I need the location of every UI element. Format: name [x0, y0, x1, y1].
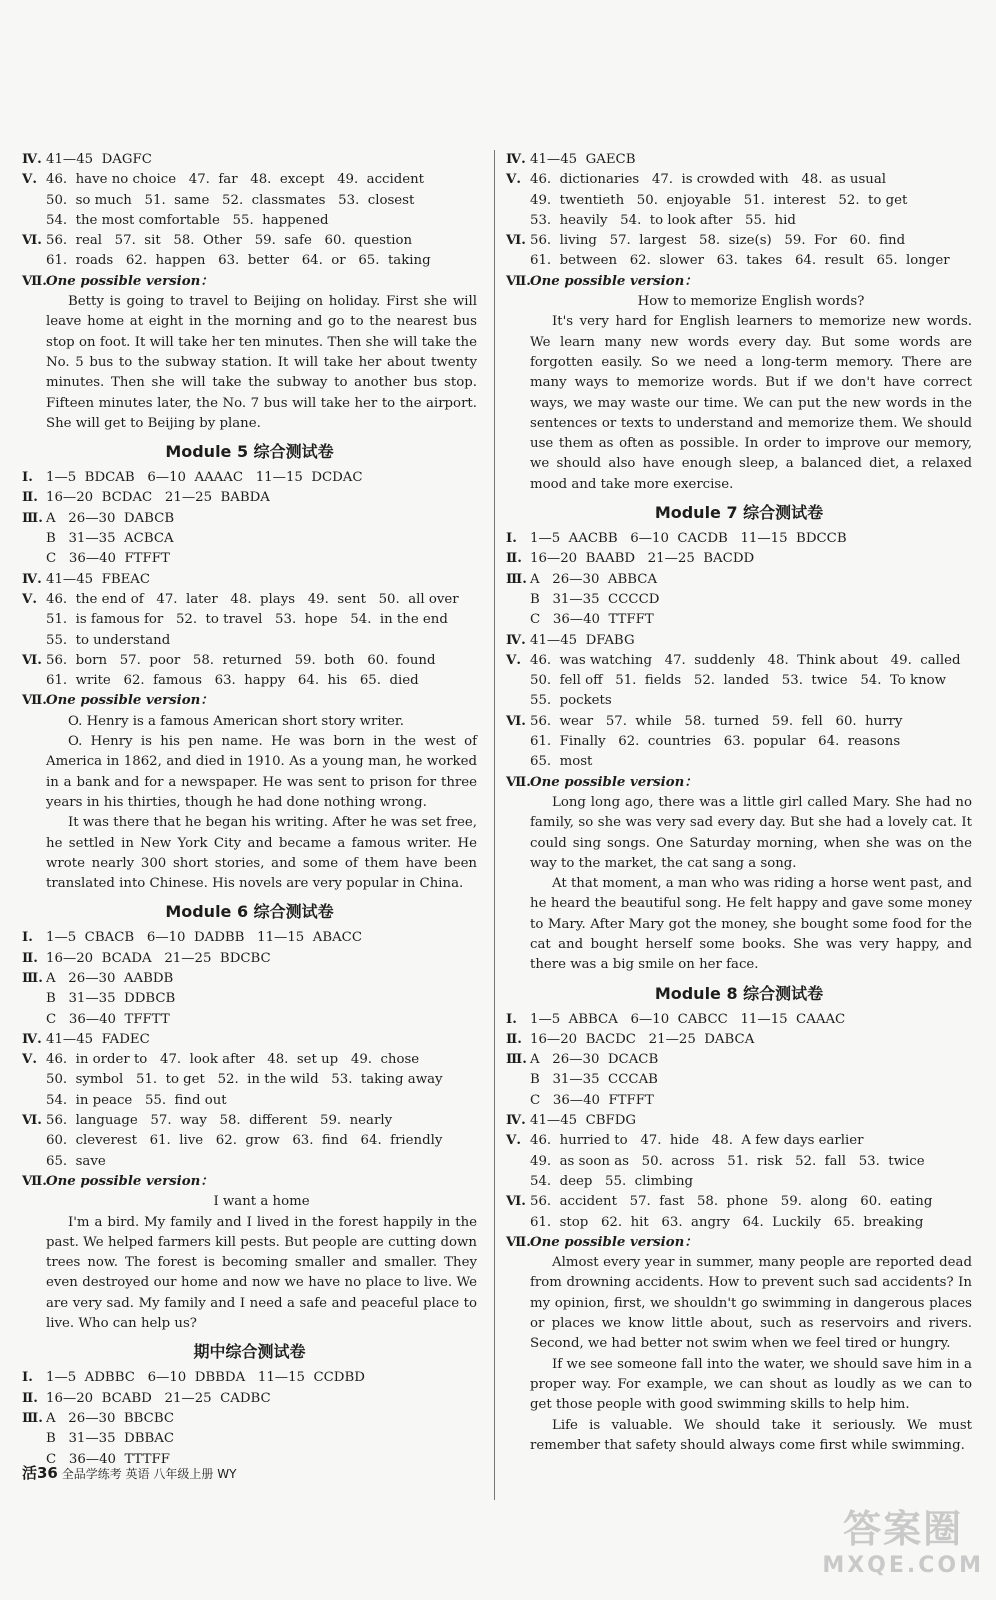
section-numeral: Ⅲ.	[22, 510, 43, 526]
section-numeral: Ⅳ.	[22, 152, 42, 167]
section-numeral: Ⅴ.	[22, 591, 37, 607]
answer-text: 56. real 57. sit 58. Other 59. safe 60. question	[46, 233, 413, 249]
section-numeral: Ⅴ.	[22, 1052, 37, 1068]
answer-line	[22, 549, 477, 569]
answer-text: 41—45 FADEC	[46, 1031, 150, 1047]
essay-bird-title: I want a home	[213, 1194, 310, 1210]
answer-text: A 26—30 DCACB	[530, 1052, 659, 1068]
answer-line	[22, 1030, 477, 1050]
essay-swim-p3: Life is valuable. We should take it seriously. We must remember that safety should always come first while swimming.	[530, 1417, 972, 1453]
answer-line	[506, 732, 972, 752]
answer-line	[22, 1429, 477, 1449]
section-numeral: Ⅲ.	[22, 1410, 43, 1426]
answer-text: 46. the end of 47. later 48. plays 49. sent 50. all over	[46, 591, 459, 607]
answer-line	[506, 251, 972, 271]
section-numeral: Ⅳ.	[22, 571, 42, 587]
section-numeral: Ⅰ.	[506, 531, 517, 547]
essay-mary-p1: Long long ago, there was a little girl called Mary. She had no family, so she was very sad every day. But she had a lovely cat. It could sing songs. One Saturday morning, when she was on the way to the market, the cat sang a song.	[530, 794, 972, 871]
answer-text: B 31—35 CCCCD	[530, 591, 660, 607]
answer-line	[22, 651, 477, 671]
section-numeral: Ⅳ.	[506, 152, 526, 167]
answer-line	[22, 1389, 477, 1409]
module8-answers	[506, 1010, 972, 1233]
answer-text: 1—5 ADBBC 6—10 DBBDA 11—15 CCDBD	[46, 1370, 365, 1386]
answer-text: 46. dictionaries 47. is crowded with 48. as usual	[530, 172, 887, 188]
answer-text: 61. Finally 62. countries 63. popular 64. reasons	[530, 734, 901, 750]
section-numeral: Ⅱ.	[506, 1031, 522, 1047]
watermark-logo: 答案圈 MXQE.COM	[822, 1507, 984, 1578]
answer-text: C 36—40 TTTFF	[46, 1451, 170, 1467]
answer-line	[506, 1030, 972, 1050]
answer-text: 61. write 62. famous 63. happy 64. his 65. died	[46, 673, 419, 689]
writing-label: Ⅶ.One possible version：	[22, 273, 214, 289]
section-numeral: Ⅲ.	[506, 571, 527, 587]
m6-writing-label: Ⅶ.One possible version：	[22, 1173, 214, 1189]
answer-line	[506, 231, 972, 251]
left-column	[22, 150, 477, 1470]
section-numeral: Ⅱ.	[506, 551, 522, 567]
answer-line	[22, 1409, 477, 1429]
answer-text: 56. wear 57. while 58. turned 59. fell 60. hurry	[530, 713, 903, 729]
answer-line	[22, 150, 477, 170]
answer-line	[506, 1213, 972, 1233]
answer-line	[22, 1010, 477, 1030]
module6-title: Module 6 综合测试卷	[165, 902, 334, 922]
essay-memorize-title: How to memorize English words?	[637, 294, 865, 310]
right-column	[506, 150, 972, 1456]
answer-line	[22, 610, 477, 630]
answer-text: 1—5 BDCAB 6—10 AAAAC 11—15 DCDAC	[46, 470, 363, 486]
answer-text: C 36—40 TTFFT	[530, 612, 654, 628]
answer-line	[506, 1131, 972, 1151]
answer-text: 55. to understand	[46, 632, 171, 648]
answer-text: 41—45 DAGFC	[46, 152, 152, 167]
answer-line	[506, 529, 972, 549]
edition: WY	[217, 1467, 237, 1481]
answer-line	[22, 1050, 477, 1070]
answer-text: 54. in peace 55. find out	[46, 1092, 227, 1108]
answer-line	[22, 1368, 477, 1388]
section-numeral: Ⅵ.	[22, 233, 42, 249]
essay-betty: Betty is going to travel to Beijing on holiday. First she will leave home at eight in the morning and go to the nearest bus stop on foot. It will take her ten minutes. Then she will take the No. 5 bus to the subway station. It will take her about twenty minutes. Then she will take the subway to another bus stop. Fifteen minutes later, the No. 7 bus will take her to the airport. She will get to Beijing by plane.	[46, 294, 477, 431]
answer-line	[506, 671, 972, 691]
midterm-answers	[22, 1368, 477, 1469]
answer-text: 46. have no choice 47. far 48. except 49. accident	[46, 172, 425, 188]
section-numeral: Ⅵ.	[506, 713, 526, 729]
answer-text: 54. the most comfortable 55. happened	[46, 212, 329, 228]
essay-ohenry-p1: O. Henry is a famous American short story writer.	[68, 713, 404, 729]
answer-text: 56. language 57. way 58. different 59. nearly	[46, 1113, 393, 1129]
answer-text: A 26—30 BBCBC	[46, 1410, 175, 1426]
answer-text: 56. accident 57. fast 58. phone 59. along 60. eating	[530, 1194, 933, 1210]
section-numeral: Ⅰ.	[22, 470, 33, 486]
section-numeral: Ⅳ.	[506, 632, 526, 648]
subject: 英语	[125, 1467, 150, 1481]
answer-text: 61. roads 62. happen 63. better 64. or 65. taking	[46, 253, 431, 269]
module5-title: Module 5 综合测试卷	[165, 442, 334, 462]
module7-answers	[506, 529, 972, 773]
section-numeral: Ⅱ.	[22, 1390, 38, 1406]
essay-ohenry-p2: O. Henry is his pen name. He was born in the west of America in 1862, and died in 1910. As a young man, he worked in a bank and for a newspaper. He was sent to prison for three years in his thirties, though he had done nothing wrong.	[46, 734, 477, 810]
answer-line	[506, 1070, 972, 1090]
answer-text: 46. in order to 47. look after 48. set up 49. chose	[46, 1052, 420, 1068]
m5-writing-label: Ⅶ.One possible version：	[22, 693, 214, 709]
answer-text: 16—20 BCADA 21—25 BDCBC	[46, 950, 271, 966]
answer-text: 54. deep 55. climbing	[530, 1173, 694, 1189]
answer-text: 56. born 57. poor 58. returned 59. both 60. found	[46, 652, 436, 668]
answer-text: 1—5 CBACB 6—10 DADBB 11—15 ABACC	[46, 930, 363, 946]
answer-line	[506, 712, 972, 732]
answer-text: A 26—30 ABBCA	[530, 571, 658, 587]
answer-line	[22, 1131, 477, 1151]
answer-line	[22, 1070, 477, 1090]
answer-text: 51. is famous for 52. to travel 53. hope 54. in the end	[46, 612, 448, 628]
answer-line	[22, 1152, 477, 1172]
section-numeral: Ⅵ.	[506, 1194, 526, 1210]
answer-line	[506, 631, 972, 651]
section-numeral: Ⅳ.	[506, 1113, 526, 1129]
answer-text: 41—45 FBEAC	[46, 571, 151, 587]
answer-line	[506, 150, 972, 170]
answer-line	[22, 468, 477, 488]
answer-line	[22, 631, 477, 651]
answer-text: 16—20 BACDC 21—25 DABCA	[530, 1031, 755, 1047]
essay-bird: I'm a bird. My family and I lived in the forest happily in the past. We helped farmers kill pests. But people are cutting down trees now. The forest is becoming smaller and smaller. They even destroyed our home and now we have no place to live. We are very sad. My family and I need a safe and peaceful place to live. Who can help us?	[46, 1214, 477, 1332]
answer-line	[22, 928, 477, 948]
module7-title: Module 7 综合测试卷	[654, 503, 824, 523]
answer-line	[22, 231, 477, 251]
answer-line	[506, 549, 972, 569]
answer-text: 50. so much 51. same 52. classmates 53. closest	[46, 192, 415, 208]
answer-line	[506, 1192, 972, 1212]
column-divider	[494, 150, 495, 1500]
answer-line	[22, 969, 477, 989]
answer-text: 60. cleverest 61. live 62. grow 63. find 64. friendly	[46, 1133, 443, 1149]
answer-text: C 36—40 TFFTT	[46, 1011, 170, 1027]
answer-line	[22, 1111, 477, 1131]
answer-line	[22, 570, 477, 590]
answer-line	[506, 1111, 972, 1131]
answer-text: 61. stop 62. hit 63. angry 64. Luckily 65. breaking	[530, 1214, 924, 1230]
answer-line	[506, 1152, 972, 1172]
answer-text: B 31—35 DDBCB	[46, 991, 176, 1007]
page-footer	[22, 1462, 236, 1483]
answer-text: B 31—35 DBBAC	[46, 1431, 175, 1447]
answer-line	[506, 1010, 972, 1030]
answer-text: 16—20 BCABD 21—25 CADBC	[46, 1390, 271, 1406]
answer-line	[506, 191, 972, 211]
answer-text: 1—5 ABBCA 6—10 CABCC 11—15 CAAAC	[530, 1011, 846, 1027]
answer-text: 41—45 GAECB	[530, 152, 636, 167]
answer-text: 55. pockets	[530, 693, 612, 709]
answer-text: 16—20 BCDAC 21—25 BABDA	[46, 490, 270, 506]
answer-line	[22, 949, 477, 969]
answer-text: C 36—40 FTFFT	[530, 1092, 654, 1108]
section-numeral: Ⅵ.	[22, 1113, 42, 1129]
right-top-answers	[506, 150, 972, 272]
answer-line	[22, 529, 477, 549]
answer-text: 50. symbol 51. to get 52. in the wild 53. taking away	[46, 1072, 443, 1088]
grade: 八年级上册	[153, 1467, 214, 1481]
answer-line	[506, 590, 972, 610]
module5-answers	[22, 468, 477, 691]
answer-line	[22, 671, 477, 691]
section-numeral: Ⅰ.	[22, 1370, 33, 1386]
module8-title: Module 8 综合测试卷	[654, 983, 824, 1003]
m7-writing-label: Ⅶ.One possible version：	[506, 774, 698, 790]
section-numeral: Ⅵ.	[22, 652, 42, 668]
answer-text: 41—45 CBFDG	[530, 1113, 637, 1129]
answer-text: 49. twentieth 50. enjoyable 51. interest 52. to get	[530, 192, 908, 208]
section-numeral: Ⅰ.	[22, 930, 33, 946]
answer-text: 46. hurried to 47. hide 48. A few days earlier	[530, 1133, 864, 1149]
answer-text: 16—20 BAABD 21—25 BACDD	[530, 551, 755, 567]
section-numeral: Ⅴ.	[22, 172, 37, 188]
answer-text: 56. living 57. largest 58. size(s) 59. For 60. find	[530, 233, 906, 249]
answer-text: 53. heavily 54. to look after 55. hid	[530, 212, 796, 228]
essay-swim-p1: Almost every year in summer, many people are reported dead from drowning accidents. How to prevent such sad accidents? In my opinion, first, we shouldn't go swimming in dangerous places or places we know little about, such as reservoirs and rivers. Second, we had better not swim when we feel tired or hungry.	[530, 1255, 972, 1352]
book-name: 全品学练考	[61, 1467, 122, 1481]
answer-text: 49. as soon as 50. across 51. risk 52. fall 53. twice	[530, 1153, 925, 1169]
answer-text: 50. fell off 51. fields 52. landed 53. twice 54. To know	[530, 673, 947, 689]
answer-line	[22, 170, 477, 190]
module6-answers	[22, 928, 477, 1172]
answer-line	[22, 251, 477, 271]
answer-line	[22, 1091, 477, 1111]
answer-line	[22, 590, 477, 610]
section-numeral: Ⅲ.	[506, 1052, 527, 1068]
answer-text: A 26—30 AABDB	[46, 970, 174, 986]
section-numeral: Ⅴ.	[506, 1133, 521, 1149]
m8-writing-label: Ⅶ.One possible version：	[506, 1234, 698, 1250]
answer-text: C 36—40 FTFFT	[46, 551, 170, 567]
answer-line	[506, 1091, 972, 1111]
answer-line	[506, 651, 972, 671]
essay-memorize: It's very hard for English learners to memorize new words. We learn many new words every day. But some words are forgotten easily. So we need a long-term memory. There are many ways to memorize words. But if we don't have correct ways, we may waste our time. We can put the new words in the sentences or texts to understand and memorize them. We should use them as often as possible. In order to improve our memory, we should also have enough sleep, a balanced diet, a relaxed mood and take more exercise.	[530, 314, 972, 492]
answer-text: B 31—35 ACBCA	[46, 531, 174, 547]
midterm-title: 期中综合测试卷	[193, 1342, 306, 1362]
answer-line	[22, 488, 477, 508]
essay-mary-p2: At that moment, a man who was riding a horse went past, and he heard the beautiful song. He felt happy and gave some money to Mary. After Mary got the money, she bought some food for the cat and bought herself some books. She was very happy, and there was a big smile on her face.	[530, 876, 972, 973]
answer-text: 65. most	[530, 754, 593, 770]
essay-ohenry-p3: It was there that he began his writing. After he was set free, he settled in New York City and became a famous writer. He wrote nearly 300 short stories, and some of them have been translated into Chinese. His novels are very popular in China.	[46, 815, 477, 892]
answer-line	[506, 570, 972, 590]
answer-line	[506, 1172, 972, 1192]
page-number: 活36	[22, 1464, 58, 1482]
section-numeral: Ⅴ.	[506, 652, 521, 668]
answer-text: 65. save	[46, 1153, 106, 1169]
section-numeral: Ⅱ.	[22, 950, 38, 966]
section-numeral: Ⅵ.	[506, 233, 526, 249]
answer-line	[506, 691, 972, 711]
section-numeral: Ⅱ.	[22, 490, 38, 506]
answer-line	[506, 170, 972, 190]
answer-text: B 31—35 CCCAB	[530, 1072, 658, 1088]
answer-text: A 26—30 DABCB	[46, 510, 175, 526]
answer-text: 61. between 62. slower 63. takes 64. result 65. longer	[530, 253, 950, 269]
left-top-answers	[22, 150, 477, 272]
answer-line	[506, 211, 972, 231]
section-numeral: Ⅳ.	[22, 1031, 42, 1047]
answer-line	[506, 1050, 972, 1070]
answer-line	[506, 752, 972, 772]
answer-text: 41—45 DFABG	[530, 632, 635, 648]
section-numeral: Ⅲ.	[22, 970, 43, 986]
answer-text: 46. was watching 47. suddenly 48. Think about 49. called	[530, 652, 961, 668]
answer-line	[22, 989, 477, 1009]
section-numeral: Ⅴ.	[506, 172, 521, 188]
essay-swim-p2: If we see someone fall into the water, we should save him in a proper way. For example, we can shout as loudly as we can to get those people with good swimming skills to help him.	[530, 1356, 972, 1413]
answer-text: 1—5 AACBB 6—10 CACDB 11—15 BDCCB	[530, 531, 847, 547]
answer-line	[22, 211, 477, 231]
answer-line	[22, 509, 477, 529]
answer-line	[506, 610, 972, 630]
answer-line	[22, 191, 477, 211]
section-numeral: Ⅰ.	[506, 1011, 517, 1027]
r-writing-label: Ⅶ.One possible version：	[506, 273, 698, 289]
